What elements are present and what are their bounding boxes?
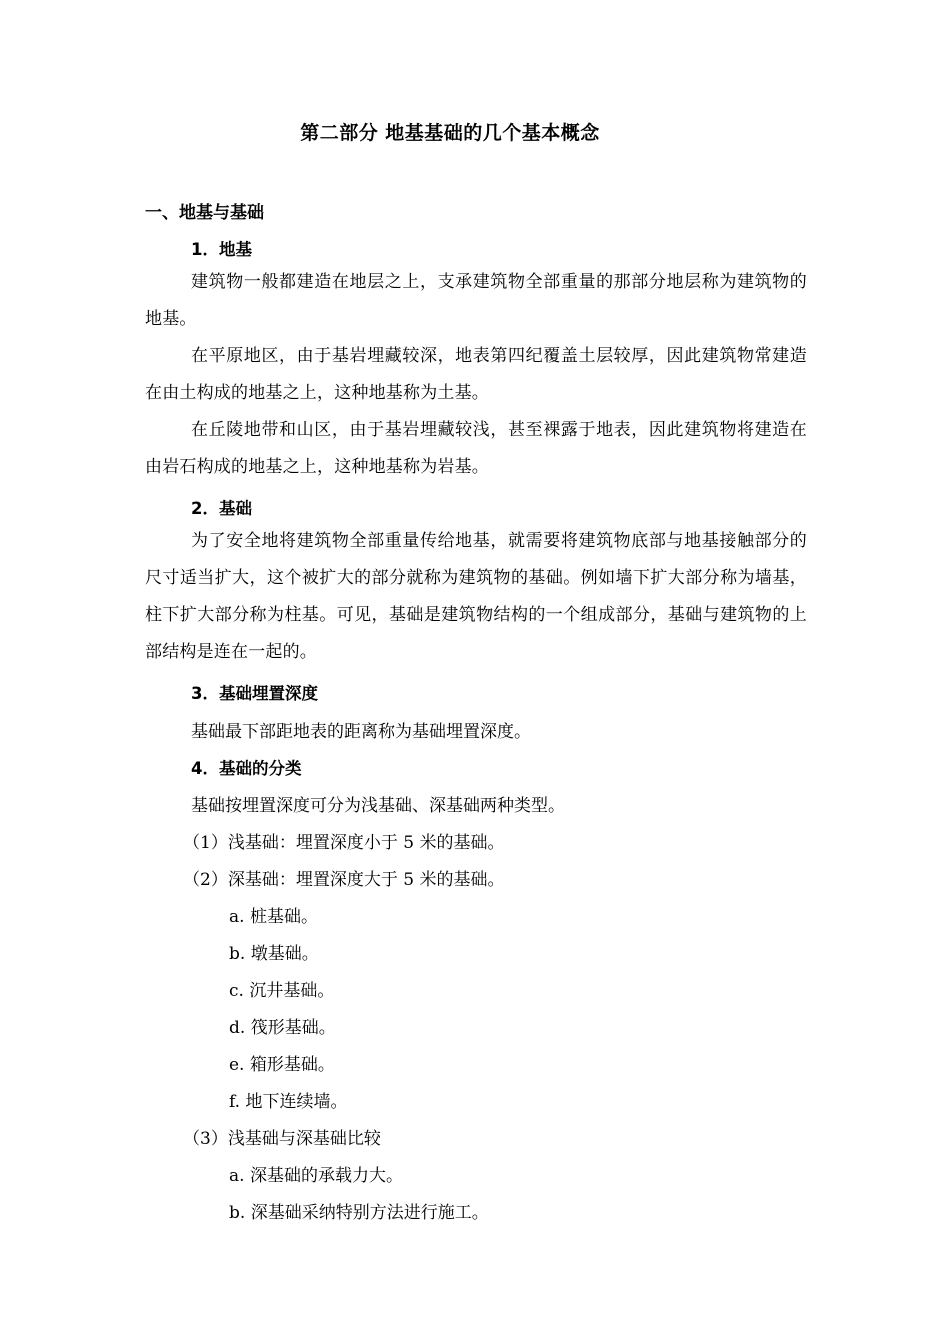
paragraph-rock-foundation: 在丘陵地带和山区，由于基岩埋藏较浅，甚至裸露于地表，因此建筑物将建造在由岩石构成的地基之上，这种地基称为岩基。 xyxy=(145,420,807,477)
list-item-comparison-capacity: a. 深基础的承载力大。 xyxy=(229,1166,403,1186)
list-item-comparison: （3）浅基础与深基础比较 xyxy=(183,1129,381,1149)
subheading-base-classification: 4．基础的分类 xyxy=(191,759,302,778)
subheading-base: 2．基础 xyxy=(191,499,252,518)
paragraph-base-definition: 为了安全地将建筑物全部重量传给地基，就需要将建筑物底部与地基接触部分的尺寸适当扩大，这个被扩大的部分就称为建筑物的基础。例如墙下扩大部分称为墙基，柱下扩大部分称为柱基。可见，基础是建筑物结构的一个组成部分，基础与建筑物的上部结构是连在一起的。 xyxy=(145,531,807,662)
list-item-shallow-foundation: （1）浅基础：埋置深度小于 5 米的基础。 xyxy=(183,833,505,853)
list-item-comparison-construction: b. 深基础采纳特别方法进行施工。 xyxy=(229,1203,489,1223)
paragraph-foundation-definition: 建筑物一般都建造在地层之上，支承建筑物全部重量的那部分地层称为建筑物的地基。 xyxy=(145,272,807,329)
list-item-box-foundation: e. 箱形基础。 xyxy=(229,1055,335,1075)
paragraph-soil-foundation: 在平原地区，由于基岩埋藏较深，地表第四纪覆盖土层较厚，因此建筑物常建造在由土构成的地基之上，这种地基称为土基。 xyxy=(145,346,807,403)
list-item-deep-foundation: （2）深基础：埋置深度大于 5 米的基础。 xyxy=(183,870,505,890)
list-item-diaphragm-wall: f. 地下连续墙。 xyxy=(229,1092,348,1112)
subheading-embedment-depth: 3．基础埋置深度 xyxy=(191,684,318,703)
paragraph-embedment-depth: 基础最下部距地表的距离称为基础埋置深度。 xyxy=(191,722,531,742)
subheading-foundation-soil: 1．地基 xyxy=(191,240,252,259)
list-item-caisson-foundation: c. 沉井基础。 xyxy=(229,981,335,1001)
page-title: 第二部分 地基基础的几个基本概念 xyxy=(300,122,600,144)
section-heading-foundation-and-base: 一、地基与基础 xyxy=(145,203,264,223)
list-item-pier-foundation: b. 墩基础。 xyxy=(229,944,319,964)
list-item-pile-foundation: a. 桩基础。 xyxy=(229,907,318,927)
paragraph-classification-intro: 基础按埋置深度可分为浅基础、深基础两种类型。 xyxy=(191,796,565,816)
list-item-raft-foundation: d. 筏形基础。 xyxy=(229,1018,336,1038)
